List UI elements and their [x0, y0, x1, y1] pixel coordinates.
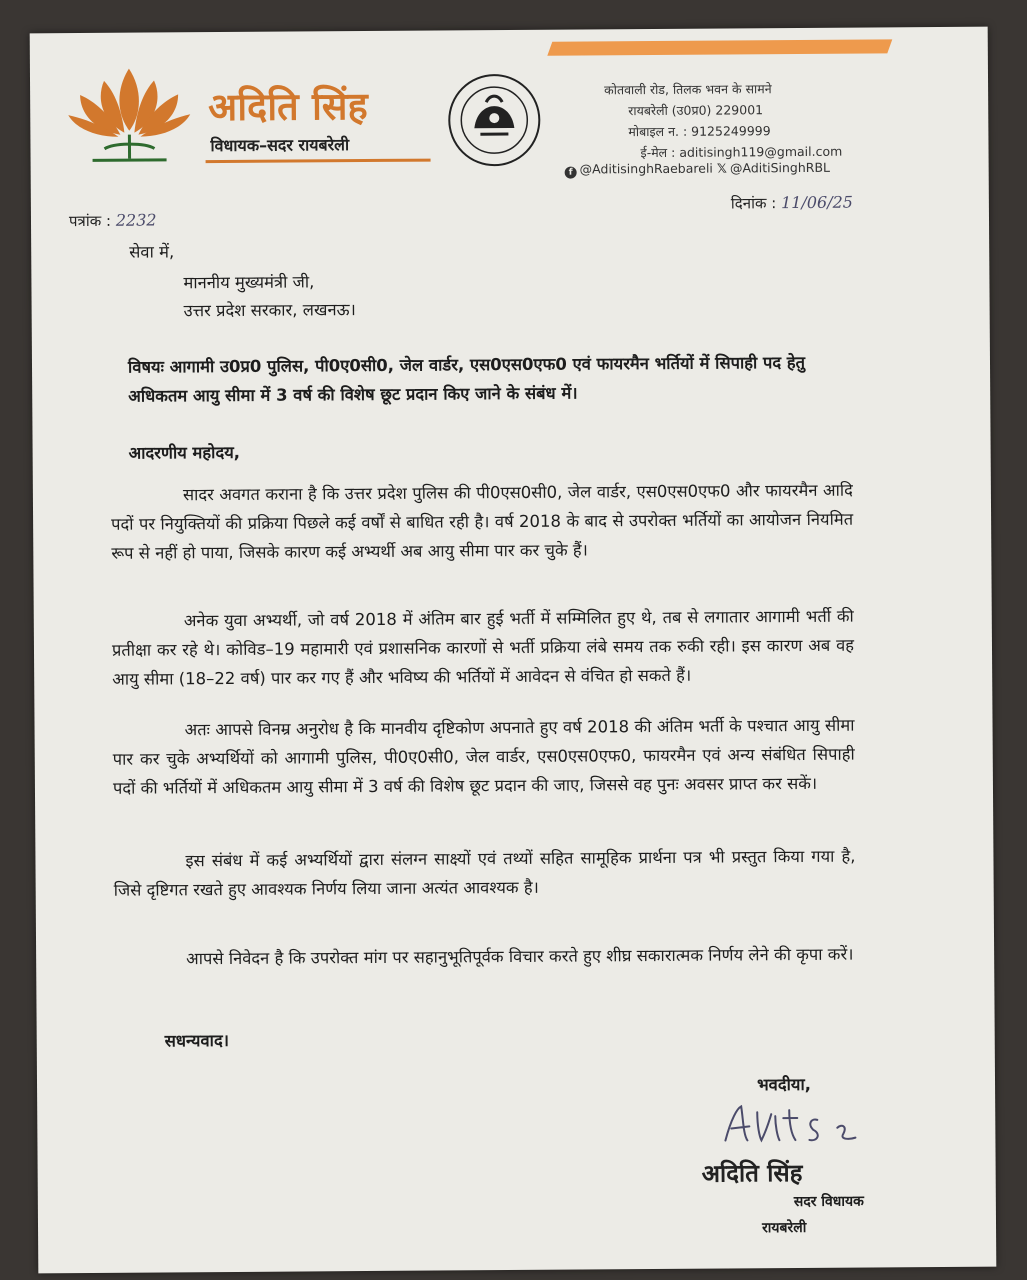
lotus-logo-icon — [64, 58, 195, 167]
body-paragraph-1: सादर अवगत कराना है कि उत्तर प्रदेश पुलिस की पी0एस0सी0, जेल वार्डर, एस0एस0एफ0 और फायरमैन आदि पदों पर नियुक्तियों की प्रक्रिया पिछले कई वर्षों से बाधित रही है। वर्ष 2018 के बाद से उपरोक्त भर्तियों का आयोजन नियमित रूप से नहीं हो पाया, जिसके कारण कई अभ्यर्थी अब आयु सीमा पार कर चुके हैं। — [111, 480, 854, 563]
letter-page — [30, 27, 997, 1274]
signer-place: रायबरेली — [761, 1219, 807, 1237]
letter-subject — [128, 348, 840, 411]
recipient-to: सेवा में, — [129, 242, 175, 262]
subject-label: विषयः — [127, 357, 164, 377]
body-paragraph-5: आपसे निवेदन है कि उपरोक्त मांग पर सहानुभूतिपूर्वक विचार करते हुए शीघ्र सकारात्मक निर्णय लेने की कृपा करें। — [186, 944, 854, 969]
facebook-handle[interactable]: @AditisinghRaebareli — [579, 160, 713, 177]
recipient-line-1: माननीय मुख्यमंत्री जी, — [183, 272, 315, 293]
letterhead-contact — [604, 78, 842, 164]
body-paragraph-2: अनेक युवा अभ्यर्थी, जो वर्ष 2018 में अंतिम बार हुई भर्ती में सम्मिलित हुए थे, तब से लगातार आगामी भर्ती की प्रतीक्षा कर रहे थे। कोविड–19 महामारी एवं प्रशासनिक कारणों से भर्ती प्रक्रिया लंबे समय तक रुकी रही। इस कारण अब वह आयु सीमा (18–22 वर्ष) पार कर गए हैं और भविष्य की भर्तियों में आवेदन से वंचित हो सकते हैं। — [111, 606, 855, 689]
letterhead-designation: विधायक–सदर रायबरेली — [210, 135, 350, 156]
closing-line: भवदीया, — [756, 1074, 812, 1095]
social-handles — [565, 160, 830, 179]
body-paragraph-4: इस संबंध में कई अभ्यर्थियों द्वारा संलग्न साक्ष्यों एवं तथ्यों सहित सामूहिक प्रार्थना पत्र भी प्रस्तुत किया गया है, जिसे दृष्टिगत रखते हुए आवश्यक निर्णय लिया जाना अत्यंत आवश्यक है। — [113, 846, 856, 900]
address-line-2: रायबरेली (उ0प्र0) 229001 — [628, 102, 764, 119]
reference-number — [69, 210, 157, 231]
twitter-handle[interactable]: @AditiSinghRBL — [729, 159, 831, 176]
reference-label: पत्रांक : — [68, 211, 112, 231]
handwritten-signature — [717, 1099, 917, 1150]
letter-date — [731, 193, 853, 214]
date-label: दिनांक : — [730, 194, 777, 213]
mobile-number: मोबाइल न. : 9125249999 — [628, 123, 771, 140]
signer-name: अदिति सिंह — [701, 1157, 803, 1188]
header-band — [547, 39, 892, 55]
letterhead-name: अदिति सिंह — [208, 83, 368, 130]
header-divider — [206, 159, 431, 164]
facebook-icon: f — [565, 167, 577, 179]
greeting: आदरणीय महोदय, — [128, 442, 241, 463]
email-address: ई-मेल : aditisingh119@gmail.com — [640, 143, 843, 161]
address-line-1: कोतवाली रोड, तिलक भवन के सामने — [604, 81, 772, 98]
signer-designation: सदर विधायक — [793, 1193, 864, 1211]
thanks-line: सधन्यवाद। — [164, 1030, 229, 1051]
reference-value: 2232 — [115, 210, 157, 230]
x-twitter-icon: 𝕏 — [716, 160, 728, 176]
date-value: 11/06/25 — [781, 192, 853, 213]
up-government-seal-icon — [446, 72, 543, 169]
body-paragraph-3: अतः आपसे विनम्र अनुरोध है कि मानवीय दृष्टिकोण अपनाते हुए वर्ष 2018 की अंतिम भर्ती के पश्चात आयु सीमा पार कर चुके अभ्यर्थियों को आगामी पुलिस, पी0ए0सी0, जेल वार्डर, एस0एस0एफ0, फायरमैन एवं अन्य संबंधित सिपाही पदों की भर्तियों में अधिकतम आयु सीमा में 3 वर्ष की विशेष छूट प्रदान की जाए, जिससे वह पुनः अवसर प्राप्त कर सकें। — [112, 715, 855, 798]
recipient-line-2: उत्तर प्रदेश सरकार, लखनऊ। — [183, 300, 356, 321]
subject-text: आगामी उ0प्र0 पुलिस, पी0ए0सी0, जेल वार्डर, एस0एस0एफ0 एवं फायरमैन भर्तियों में सिपाही पद हेतु अधिकतम आयु सीमा में 3 वर्ष की विशेष छूट प्रदान किए जाने के संबंध में। — [128, 352, 806, 406]
